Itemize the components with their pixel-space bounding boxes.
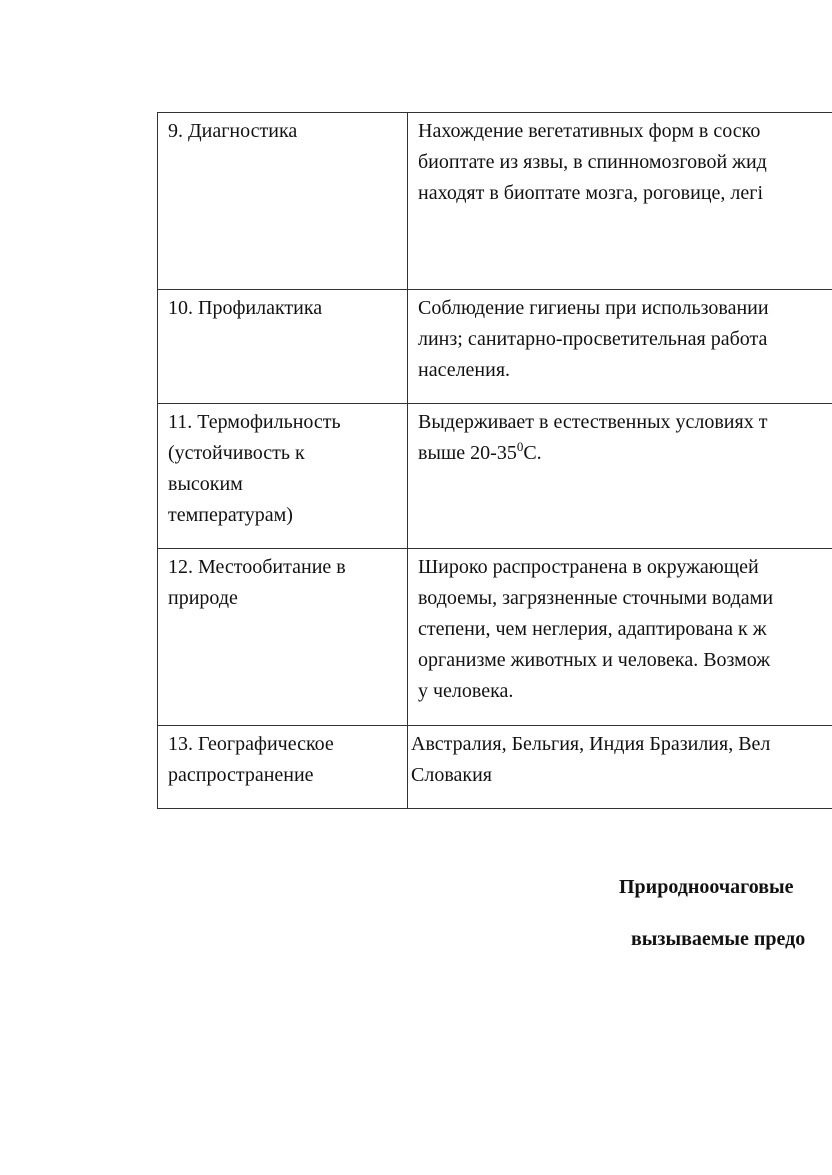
- row-label-cell: [158, 549, 408, 726]
- row-label: (устойчивость к: [168, 442, 305, 464]
- temperature-line: [418, 438, 832, 469]
- row-text-line: биоптате из язвы, в спинномозговой жид: [418, 151, 767, 173]
- row-label: 13. Географическое: [168, 733, 334, 755]
- table-row: [158, 290, 832, 404]
- temperature-suffix: С.: [523, 442, 542, 464]
- row-label: 10. Профилактика: [168, 297, 323, 319]
- row-text-line: Австралия, Бельгия, Индия Бразилия, Вел: [411, 733, 771, 755]
- info-table: [157, 112, 832, 809]
- row-text-line: Нахождение вегетативных форм в соско: [418, 120, 761, 142]
- row-text-line: организме животных и человека. Возмож: [418, 649, 771, 671]
- table-row: [158, 726, 832, 809]
- row-text-line: Соблюдение гигиены при использовании: [418, 297, 769, 319]
- row-text-cell: [408, 404, 832, 549]
- temperature-prefix: выше 20-35: [418, 442, 517, 464]
- section-heading: Природноочаговые: [619, 876, 794, 898]
- row-text-line: Широко распространена в окружающей: [418, 556, 759, 578]
- row-label: распространение: [168, 764, 314, 786]
- row-text-line: находят в биоптате мозга, роговице, легі: [418, 182, 764, 204]
- row-text-line: у человека.: [418, 680, 514, 702]
- row-text-cell: [408, 290, 832, 404]
- row-label-cell: [158, 290, 408, 404]
- row-text-line: Словакия: [411, 764, 492, 786]
- row-label: 12. Местообитание в: [168, 556, 346, 578]
- row-label: высоким: [168, 473, 243, 495]
- section-subheading: вызываемые предо: [631, 928, 806, 950]
- row-text-line: водоемы, загрязненные сточными водами: [418, 587, 774, 609]
- row-text-line: населения.: [418, 359, 511, 381]
- row-label: 9. Диагностика: [168, 120, 298, 142]
- row-text-line: Выдерживает в естественных условиях т: [418, 411, 768, 433]
- row-label-cell: [158, 113, 408, 290]
- row-text-line: линз; санитарно-просветительная работа: [418, 328, 768, 350]
- row-label: 11. Термофильность: [168, 411, 341, 433]
- row-label: температурам): [168, 504, 293, 526]
- table-row: [158, 549, 832, 726]
- table-row: [158, 113, 832, 290]
- degree-superscript: 0: [516, 439, 524, 454]
- row-label-cell: [158, 404, 408, 549]
- table-row: [158, 404, 832, 549]
- row-text-cell: [408, 726, 832, 809]
- row-text-line: степени, чем неглерия, адаптирована к ж: [418, 618, 767, 640]
- row-label: природе: [168, 587, 238, 609]
- row-label-cell: [158, 726, 408, 809]
- row-text-cell: [408, 549, 832, 726]
- row-text-cell: [408, 113, 832, 290]
